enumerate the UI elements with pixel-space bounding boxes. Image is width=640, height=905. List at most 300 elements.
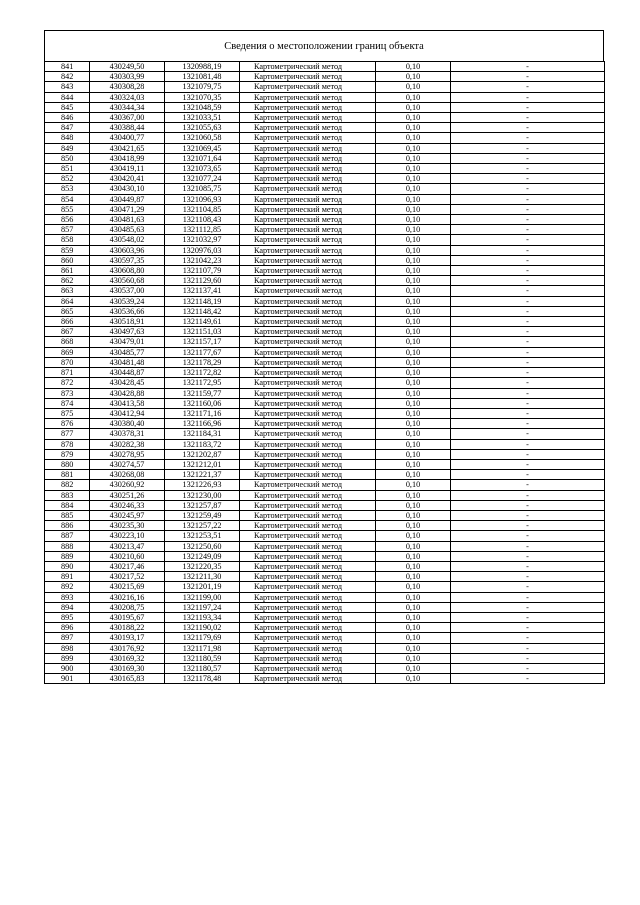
table-row [45,378,605,388]
x-coordinate-cell: 430165,83 [90,674,165,684]
point-number-cell: 878 [45,439,90,449]
method-cell: Картометрический метод [240,143,376,153]
note-cell: - [451,194,605,204]
method-cell: Картометрический метод [240,337,376,347]
x-coordinate-cell: 430400,77 [90,133,165,143]
y-coordinate-cell: 1321201,19 [165,582,240,592]
accuracy-cell: 0,10 [376,398,451,408]
method-cell: Картометрический метод [240,663,376,673]
y-coordinate-cell: 1321071,64 [165,153,240,163]
method-cell: Картометрический метод [240,510,376,520]
table-row [45,174,605,184]
point-number-cell: 877 [45,429,90,439]
method-cell: Картометрический метод [240,306,376,316]
method-cell: Картометрический метод [240,225,376,235]
point-number-cell: 848 [45,133,90,143]
note-cell: - [451,439,605,449]
x-coordinate-cell: 430481,63 [90,215,165,225]
note-cell: - [451,663,605,673]
table-row [45,480,605,490]
accuracy-cell: 0,10 [376,633,451,643]
y-coordinate-cell: 1320976,03 [165,245,240,255]
note-cell: - [451,490,605,500]
note-cell: - [451,398,605,408]
accuracy-cell: 0,10 [376,592,451,602]
table-row [45,653,605,663]
y-coordinate-cell: 1321077,24 [165,174,240,184]
y-coordinate-cell: 1321060,58 [165,133,240,143]
table-row [45,184,605,194]
method-cell: Картометрический метод [240,480,376,490]
note-cell: - [451,204,605,214]
x-coordinate-cell: 430249,50 [90,62,165,72]
x-coordinate-cell: 430251,26 [90,490,165,500]
method-cell: Картометрический метод [240,123,376,133]
y-coordinate-cell: 1320988,19 [165,62,240,72]
point-number-cell: 898 [45,643,90,653]
y-coordinate-cell: 1321108,43 [165,215,240,225]
method-cell: Картометрический метод [240,317,376,327]
x-coordinate-cell: 430421,65 [90,143,165,153]
accuracy-cell: 0,10 [376,113,451,123]
x-coordinate-cell: 430419,11 [90,164,165,174]
table-row [45,235,605,245]
note-cell: - [451,521,605,531]
accuracy-cell: 0,10 [376,286,451,296]
point-number-cell: 857 [45,225,90,235]
y-coordinate-cell: 1321137,41 [165,286,240,296]
point-number-cell: 886 [45,521,90,531]
table-row [45,215,605,225]
point-number-cell: 893 [45,592,90,602]
y-coordinate-cell: 1321179,69 [165,633,240,643]
note-cell: - [451,459,605,469]
table-row [45,327,605,337]
accuracy-cell: 0,10 [376,133,451,143]
y-coordinate-cell: 1321033,51 [165,113,240,123]
point-number-cell: 875 [45,408,90,418]
method-cell: Картометрический метод [240,276,376,286]
method-cell: Картометрический метод [240,286,376,296]
y-coordinate-cell: 1321178,48 [165,674,240,684]
y-coordinate-cell: 1321107,79 [165,266,240,276]
note-cell: - [451,327,605,337]
y-coordinate-cell: 1321073,65 [165,164,240,174]
accuracy-cell: 0,10 [376,276,451,286]
note-cell: - [451,500,605,510]
x-coordinate-cell: 430485,63 [90,225,165,235]
y-coordinate-cell: 1321212,01 [165,459,240,469]
table-row [45,245,605,255]
table-row [45,123,605,133]
method-cell: Картометрический метод [240,602,376,612]
point-number-cell: 861 [45,266,90,276]
method-cell: Картометрический метод [240,235,376,245]
accuracy-cell: 0,10 [376,143,451,153]
note-cell: - [451,357,605,367]
table-row [45,459,605,469]
document-title [44,30,604,61]
accuracy-cell: 0,10 [376,347,451,357]
table-row [45,266,605,276]
method-cell: Картометрический метод [240,470,376,480]
accuracy-cell: 0,10 [376,245,451,255]
note-cell: - [451,582,605,592]
accuracy-cell: 0,10 [376,296,451,306]
table-row [45,286,605,296]
method-cell: Картометрический метод [240,582,376,592]
table-row [45,276,605,286]
table-row [45,510,605,520]
table-row [45,541,605,551]
x-coordinate-cell: 430560,68 [90,276,165,286]
table-row [45,674,605,684]
note-cell: - [451,510,605,520]
x-coordinate-cell: 430428,45 [90,378,165,388]
accuracy-cell: 0,10 [376,419,451,429]
note-cell: - [451,623,605,633]
note-cell: - [451,572,605,582]
y-coordinate-cell: 1321157,17 [165,337,240,347]
accuracy-cell: 0,10 [376,82,451,92]
method-cell: Картометрический метод [240,215,376,225]
note-cell: - [451,153,605,163]
table-row [45,255,605,265]
accuracy-cell: 0,10 [376,337,451,347]
y-coordinate-cell: 1321032,97 [165,235,240,245]
accuracy-cell: 0,10 [376,439,451,449]
accuracy-cell: 0,10 [376,582,451,592]
table-row [45,347,605,357]
table-row [45,317,605,327]
point-number-cell: 867 [45,327,90,337]
y-coordinate-cell: 1321257,22 [165,521,240,531]
y-coordinate-cell: 1321048,59 [165,102,240,112]
note-cell: - [451,592,605,602]
accuracy-cell: 0,10 [376,317,451,327]
point-number-cell: 881 [45,470,90,480]
method-cell: Картометрический метод [240,633,376,643]
note-cell: - [451,286,605,296]
y-coordinate-cell: 1321129,60 [165,276,240,286]
x-coordinate-cell: 430235,30 [90,521,165,531]
accuracy-cell: 0,10 [376,153,451,163]
accuracy-cell: 0,10 [376,194,451,204]
point-number-cell: 865 [45,306,90,316]
y-coordinate-cell: 1321211,30 [165,572,240,582]
table-row [45,439,605,449]
accuracy-cell: 0,10 [376,470,451,480]
method-cell: Картометрический метод [240,653,376,663]
note-cell: - [451,429,605,439]
point-number-cell: 866 [45,317,90,327]
table-row [45,633,605,643]
y-coordinate-cell: 1321197,24 [165,602,240,612]
x-coordinate-cell: 430274,57 [90,459,165,469]
y-coordinate-cell: 1321230,00 [165,490,240,500]
method-cell: Картометрический метод [240,572,376,582]
table-row [45,133,605,143]
x-coordinate-cell: 430282,38 [90,439,165,449]
coordinates-table [44,61,605,684]
note-cell: - [451,561,605,571]
point-number-cell: 863 [45,286,90,296]
note-cell: - [451,388,605,398]
x-coordinate-cell: 430597,35 [90,255,165,265]
x-coordinate-cell: 430308,28 [90,82,165,92]
accuracy-cell: 0,10 [376,602,451,612]
accuracy-cell: 0,10 [376,174,451,184]
accuracy-cell: 0,10 [376,164,451,174]
y-coordinate-cell: 1321249,09 [165,551,240,561]
accuracy-cell: 0,10 [376,459,451,469]
y-coordinate-cell: 1321259,49 [165,510,240,520]
method-cell: Картометрический метод [240,184,376,194]
y-coordinate-cell: 1321081,48 [165,72,240,82]
point-number-cell: 862 [45,276,90,286]
accuracy-cell: 0,10 [376,623,451,633]
accuracy-cell: 0,10 [376,388,451,398]
x-coordinate-cell: 430278,95 [90,449,165,459]
note-cell: - [451,266,605,276]
method-cell: Картометрический метод [240,429,376,439]
note-cell: - [451,72,605,82]
point-number-cell: 885 [45,510,90,520]
y-coordinate-cell: 1321180,57 [165,663,240,673]
point-number-cell: 899 [45,653,90,663]
x-coordinate-cell: 430412,94 [90,408,165,418]
method-cell: Картометрический метод [240,612,376,622]
point-number-cell: 871 [45,368,90,378]
y-coordinate-cell: 1321096,93 [165,194,240,204]
table-row [45,398,605,408]
table-row [45,582,605,592]
method-cell: Картометрический метод [240,82,376,92]
accuracy-cell: 0,10 [376,255,451,265]
accuracy-cell: 0,10 [376,62,451,72]
y-coordinate-cell: 1321226,93 [165,480,240,490]
method-cell: Картометрический метод [240,521,376,531]
table-row [45,592,605,602]
table-row [45,408,605,418]
note-cell: - [451,612,605,622]
x-coordinate-cell: 430430,10 [90,184,165,194]
x-coordinate-cell: 430188,22 [90,623,165,633]
point-number-cell: 901 [45,674,90,684]
accuracy-cell: 0,10 [376,72,451,82]
note-cell: - [451,531,605,541]
table-row [45,521,605,531]
method-cell: Картометрический метод [240,419,376,429]
table-row [45,561,605,571]
y-coordinate-cell: 1321178,29 [165,357,240,367]
table-row [45,143,605,153]
table-row [45,82,605,92]
y-coordinate-cell: 1321220,35 [165,561,240,571]
accuracy-cell: 0,10 [376,653,451,663]
method-cell: Картометрический метод [240,592,376,602]
table-row [45,449,605,459]
coordinates-table-body [45,62,605,684]
accuracy-cell: 0,10 [376,449,451,459]
note-cell: - [451,368,605,378]
point-number-cell: 854 [45,194,90,204]
table-row [45,102,605,112]
x-coordinate-cell: 430169,30 [90,663,165,673]
y-coordinate-cell: 1321159,77 [165,388,240,398]
method-cell: Картометрический метод [240,194,376,204]
x-coordinate-cell: 430195,67 [90,612,165,622]
method-cell: Картометрический метод [240,62,376,72]
accuracy-cell: 0,10 [376,572,451,582]
note-cell: - [451,674,605,684]
note-cell: - [451,541,605,551]
accuracy-cell: 0,10 [376,306,451,316]
accuracy-cell: 0,10 [376,102,451,112]
point-number-cell: 847 [45,123,90,133]
point-number-cell: 892 [45,582,90,592]
point-number-cell: 879 [45,449,90,459]
x-coordinate-cell: 430539,24 [90,296,165,306]
point-number-cell: 853 [45,184,90,194]
point-number-cell: 851 [45,164,90,174]
x-coordinate-cell: 430388,44 [90,123,165,133]
point-number-cell: 887 [45,531,90,541]
note-cell: - [451,470,605,480]
accuracy-cell: 0,10 [376,357,451,367]
table-row [45,225,605,235]
x-coordinate-cell: 430216,16 [90,592,165,602]
accuracy-cell: 0,10 [376,531,451,541]
accuracy-cell: 0,10 [376,204,451,214]
note-cell: - [451,123,605,133]
accuracy-cell: 0,10 [376,266,451,276]
y-coordinate-cell: 1321180,59 [165,653,240,663]
y-coordinate-cell: 1321079,75 [165,82,240,92]
point-number-cell: 849 [45,143,90,153]
method-cell: Картометрический метод [240,623,376,633]
table-row [45,419,605,429]
point-number-cell: 841 [45,62,90,72]
x-coordinate-cell: 430479,01 [90,337,165,347]
y-coordinate-cell: 1321253,51 [165,531,240,541]
x-coordinate-cell: 430536,66 [90,306,165,316]
note-cell: - [451,653,605,663]
note-cell: - [451,225,605,235]
accuracy-cell: 0,10 [376,225,451,235]
point-number-cell: 888 [45,541,90,551]
y-coordinate-cell: 1321085,75 [165,184,240,194]
note-cell: - [451,82,605,92]
method-cell: Картометрический метод [240,357,376,367]
note-cell: - [451,551,605,561]
point-number-cell: 859 [45,245,90,255]
note-cell: - [451,184,605,194]
table-row [45,337,605,347]
point-number-cell: 890 [45,561,90,571]
note-cell: - [451,337,605,347]
accuracy-cell: 0,10 [376,490,451,500]
table-row [45,470,605,480]
x-coordinate-cell: 430260,92 [90,480,165,490]
document-title-text: Сведения о местоположении границ объекта [224,40,424,52]
x-coordinate-cell: 430537,00 [90,286,165,296]
method-cell: Картометрический метод [240,204,376,214]
accuracy-cell: 0,10 [376,429,451,439]
table-row [45,663,605,673]
x-coordinate-cell: 430481,48 [90,357,165,367]
y-coordinate-cell: 1321151,03 [165,327,240,337]
method-cell: Картометрический метод [240,113,376,123]
table-row [45,551,605,561]
x-coordinate-cell: 430344,34 [90,102,165,112]
method-cell: Картометрический метод [240,531,376,541]
accuracy-cell: 0,10 [376,561,451,571]
x-coordinate-cell: 430208,75 [90,602,165,612]
point-number-cell: 869 [45,347,90,357]
note-cell: - [451,449,605,459]
y-coordinate-cell: 1321250,60 [165,541,240,551]
note-cell: - [451,235,605,245]
accuracy-cell: 0,10 [376,510,451,520]
x-coordinate-cell: 430169,32 [90,653,165,663]
y-coordinate-cell: 1321160,06 [165,398,240,408]
table-row [45,92,605,102]
note-cell: - [451,419,605,429]
accuracy-cell: 0,10 [376,408,451,418]
x-coordinate-cell: 430246,33 [90,500,165,510]
method-cell: Картометрический метод [240,408,376,418]
method-cell: Картометрический метод [240,327,376,337]
method-cell: Картометрический метод [240,255,376,265]
method-cell: Картометрический метод [240,500,376,510]
y-coordinate-cell: 1321055,63 [165,123,240,133]
y-coordinate-cell: 1321042,23 [165,255,240,265]
note-cell: - [451,102,605,112]
y-coordinate-cell: 1321183,72 [165,439,240,449]
point-number-cell: 896 [45,623,90,633]
y-coordinate-cell: 1321148,19 [165,296,240,306]
point-number-cell: 846 [45,113,90,123]
x-coordinate-cell: 430548,02 [90,235,165,245]
point-number-cell: 844 [45,92,90,102]
x-coordinate-cell: 430449,87 [90,194,165,204]
table-row [45,500,605,510]
note-cell: - [451,480,605,490]
accuracy-cell: 0,10 [376,521,451,531]
x-coordinate-cell: 430215,69 [90,582,165,592]
y-coordinate-cell: 1321112,85 [165,225,240,235]
method-cell: Картометрический метод [240,541,376,551]
x-coordinate-cell: 430603,96 [90,245,165,255]
accuracy-cell: 0,10 [376,215,451,225]
method-cell: Картометрический метод [240,164,376,174]
accuracy-cell: 0,10 [376,368,451,378]
point-number-cell: 868 [45,337,90,347]
table-row [45,643,605,653]
y-coordinate-cell: 1321257,87 [165,500,240,510]
y-coordinate-cell: 1321171,98 [165,643,240,653]
accuracy-cell: 0,10 [376,480,451,490]
x-coordinate-cell: 430485,77 [90,347,165,357]
note-cell: - [451,296,605,306]
table-row [45,388,605,398]
table-row [45,429,605,439]
note-cell: - [451,633,605,643]
note-cell: - [451,317,605,327]
y-coordinate-cell: 1321070,35 [165,92,240,102]
point-number-cell: 860 [45,255,90,265]
